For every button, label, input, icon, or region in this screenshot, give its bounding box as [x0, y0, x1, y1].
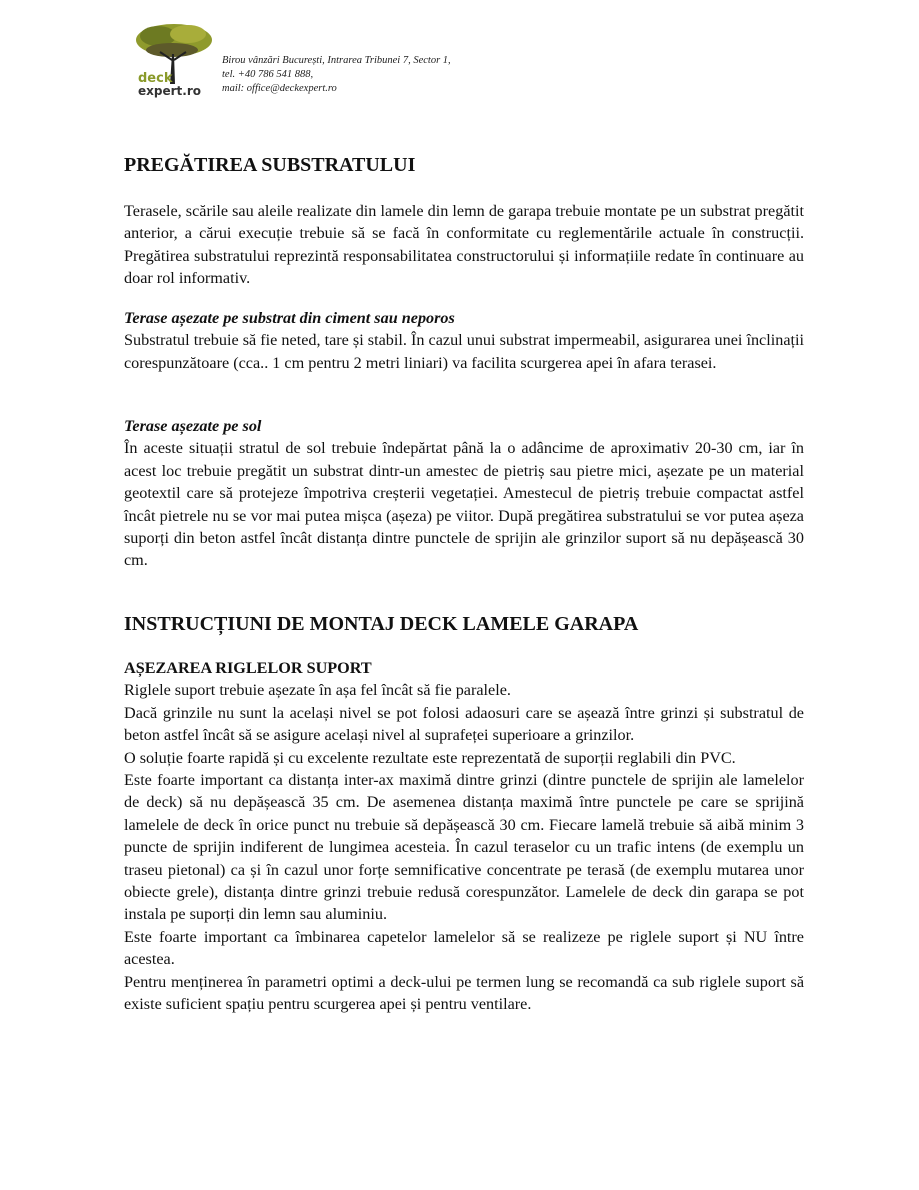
- deckexpert-logo: [128, 18, 218, 98]
- subsection-title: AȘEZAREA RIGLELOR SUPORT: [124, 659, 372, 677]
- subsection-soil: [124, 415, 804, 572]
- paragraph: Dacă grinzile nu sunt la același nivel se pot folosi adaosuri care se așează între grinzi și substratul de beton astfel încât să se asigure același nivel al suprafeței superioare a grinzilor.: [124, 703, 804, 745]
- svg-text:deck: deck: [138, 71, 173, 86]
- phone: tel. +40 786 541 888,: [222, 69, 314, 80]
- subsection-cement: [124, 307, 804, 374]
- email: mail: office@deckexpert.ro: [222, 83, 337, 94]
- subsection-supports: [124, 657, 804, 1016]
- paragraph: O soluție foarte rapidă și cu excelente rezultate este reprezentată de suporții reglabili din PVC.: [124, 748, 736, 767]
- subsection-title: Terase așezate pe sol: [124, 417, 262, 435]
- tree-logo-icon: [128, 18, 218, 98]
- section-heading: PREGĂTIREA SUBSTRATULUI: [124, 154, 416, 176]
- paragraph: Pentru menținerea în parametri optimi a deck-ului pe termen lung se recomandă ca sub riglele suport să existe suficient spațiu pentru scurgerea apei și pentru ventilare.: [124, 972, 804, 1014]
- intro-paragraph: Terasele, scările sau aleile realizate din lamele din lemn de garapa trebuie montate pe un substrat pregătit anterior, a cărui execuție trebuie să se facă în conformitate cu reglementările actuale în construcții. Pregătirea substratului reprezintă responsabilitatea constructorului și informațiile redate în continuare au doar rol informativ.: [124, 202, 804, 288]
- address: Birou vânzări București, Intrarea Tribunei 7, Sector 1,: [222, 55, 451, 66]
- company-contact: [222, 54, 451, 96]
- subsection-title: Terase așezate pe substrat din ciment sau neporos: [124, 309, 455, 327]
- svg-text:expert.ro: expert.ro: [138, 84, 201, 98]
- paragraph: Este foarte important ca îmbinarea capetelor lamelelor să se realizeze pe riglele suport și NU între acestea.: [124, 927, 804, 969]
- paragraph: Riglele suport trebuie așezate în așa fel încât să fie paralele.: [124, 681, 511, 700]
- section-heading: INSTRUCȚIUNI DE MONTAJ DECK LAMELE GARAPA: [124, 613, 639, 635]
- paragraph: Substratul trebuie să fie neted, tare și stabil. În cazul unui substrat impermeabil, asigurarea unei înclinații corespunzătoare (cca.. 1 cm pentru 2 metri liniari) va facilita scurgerea apei în afara terasei.: [124, 331, 804, 372]
- paragraph: În aceste situații stratul de sol trebuie îndepărtat până la o adâncime de aproximativ 20-30 cm, iar în acest loc trebuie pregătit un substrat dintr-un amestec de pietriș sau pietre mici, așezate pe un material geotextil care să protejeze împotriva creșterii vegetației. Amestecul de pietriș trebuie compactat astfel încât pietrele nu se vor mai putea mișca (așeza) pe viitor. După pregătirea substratului se vor putea așeza suporți din beton astfel încât distanța dintre punctele de sprijin ale grinzilor suport să nu depășească 30 cm.: [124, 439, 804, 570]
- paragraph: Este foarte important ca distanța inter-ax maximă dintre grinzi (dintre punctele de sprijin ale lamelelor de deck) să nu depășească 35 cm. De asemenea distanța maximă între punctele pe care se sprijină lamelele de deck în orice punct nu trebuie să depășească 30 cm. Fiecare lamelă trebuie să aibă minim 3 puncte de sprijin indiferent de lungimea acesteia. În cazul teraselor cu un trafic intens (de exemplu un traseu pietonal) ca și în cazul unor forțe semnificative concentrate pe terasă (de exemplu mutarea unor obiecte grele), distanța dintre grinzi trebuie redusă corespunzător. Lamelele de deck din garapa se pot instala pe suporți din lemn sau aluminiu.: [124, 771, 804, 924]
